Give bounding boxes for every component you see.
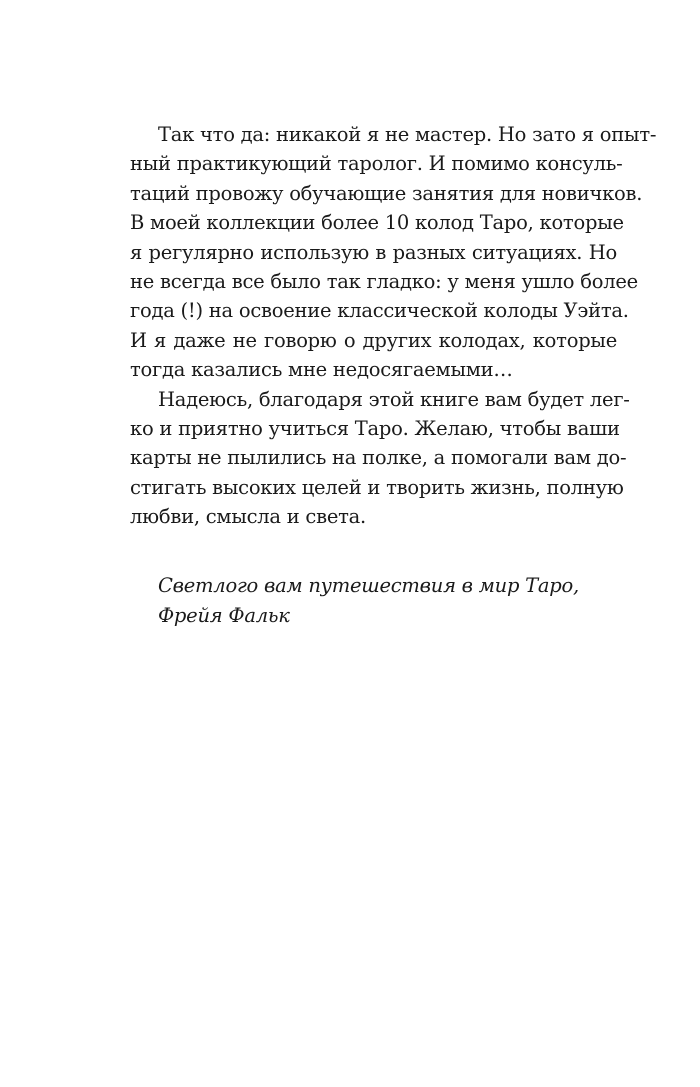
- text-line: таций провожу обучающие занятия для новичков.: [130, 181, 643, 205]
- text-line: я регулярно использую в разных ситуациях. Но: [130, 240, 617, 264]
- text-line: карты не пылились на полке, а помогали вам до-: [130, 446, 627, 470]
- text-line: любви, смысла и света.: [130, 505, 366, 529]
- text-line: В моей коллекции более 10 колод Таро, которые: [130, 211, 624, 235]
- text-line: года (!) на освоение классической колоды Уэйта.: [130, 299, 629, 323]
- text-line: стигать высоких целей и творить жизнь, полную: [130, 475, 624, 499]
- text-line: Так что да: никакой я не мастер. Но зато я опыт-: [158, 123, 657, 146]
- text-line: не всегда все было так гладко: у меня ушло более: [130, 269, 638, 293]
- text-line: Надеюсь, благодаря этой книге вам будет лег-: [158, 387, 630, 411]
- text-line: ко и приятно учиться Таро. Желаю, чтобы ваши: [130, 416, 620, 440]
- text-line: И я даже не говорю о других колодах, которые: [130, 328, 617, 352]
- paragraph-1: [130, 120, 657, 385]
- text-line: тогда казались мне недосягаемыми…: [130, 358, 513, 382]
- text-line: ный практикующий таролог. И помимо консуль-: [130, 152, 623, 176]
- paragraph-2: [130, 385, 630, 532]
- main-text: [130, 120, 657, 630]
- signature-greeting: Светлого вам путешествия в мир Таро,: [158, 574, 579, 598]
- signature-author: Фрейя Фальк: [158, 603, 290, 627]
- signature: [130, 571, 617, 630]
